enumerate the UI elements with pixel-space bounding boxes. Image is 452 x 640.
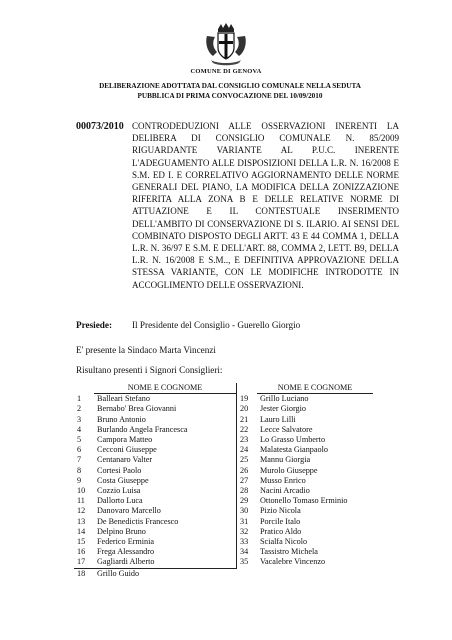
table-row: 4 Burlando Angela Francesca 22 Lecce Salvatore [77, 424, 313, 434]
table-row: 11 Dallorto Luca 29 Ottonello Tomaso Erminio [77, 496, 348, 506]
table-row: 13 De Benedictis Francesco 31 Porcile Italo [77, 516, 301, 526]
table-row: 17 Gagliardi Alberto 35 Vacalebre Vincenzo [77, 557, 326, 567]
organization-name: COMUNE DI GENOVA [190, 68, 262, 75]
table-row: 12 Danovaro Marcello 30 Pizio Nicola [77, 506, 301, 516]
present-councillors-label: Risultano presenti i Signori Consiglieri: [76, 365, 223, 375]
table-row: 7 Centanaro Valter 25 Mannu Giorgia [77, 455, 311, 465]
table-row: 6 Cecconi Giuseppe 24 Malatesta Gianpaolo [77, 445, 328, 455]
deliberation-title: DELIBERAZIONE ADOTTATA DAL CONSIGLIO COMUNALE NELLA SEDUTA PUBBLICA DI PRIMA CONVOCAZIONE DEL 10/09/2010 [99, 82, 361, 100]
document-subject: CONTRODEDUZIONI ALLE OSSERVAZIONI INERENTI LA DELIBERA DI CONSIGLIO COMUNALE N. 85/2009 RIGUARDANTE VARIANTE AL P.U.C. INERENTE L'ADEGUAMENTO ALLE DISPOSIZIONI DELLA L.R. N. 16/2008 E S.M. ED I. E CORRELATIVO AGGIORNAMENTO DELLE NORME GENERALI DEL PIANO, LA MODIFICA DELLA ZONIZZAZIONE RIFERITA ALLA ZONA B E DELLE RELATIVE NORME DI ATTUAZIONE E IL CONTESTUALE INSERIMENTO DELL'AMBITO DI CONSERVAZIONE DI S. ILARIO. AI SENSI DEL COMBINATO DISPOSTO DEGLI ARTT. 43 E 44 COMMA 1, DELLA L.R. N. 36/97 E S.M. E DELL'ART. 88, COMMA 2, LETT. B9, DELLA L.R. N. 16/2008 E S.M.., E DEFINITIVA APPROVAZIONE DELLA STESSA VARIANTE, CON LE MODIFICHE INTRODOTTE IN ACCOGLIMENTO DELLE OSSERVAZIONI. [132, 121, 399, 290]
column-header-left: NOME E COGNOME [94, 383, 237, 394]
table-row: 5 Campora Matteo 23 Lo Grasso Umberto [77, 435, 326, 445]
column-header-right: NOME E COGNOME [257, 383, 373, 394]
table-row: 2 Bernabo' Brea Giovanni 20 Jester Giorgio [77, 404, 307, 414]
table-row: 10 Cozzio Luisa 28 Nacini Arcadio [77, 486, 310, 496]
table-row: 8 Cortesi Paolo 26 Murolo Giuseppe [77, 465, 318, 475]
presiede-value: Il Presidente del Consiglio - Guerello Giorgio [132, 320, 301, 330]
table-header-row [74, 383, 373, 394]
table-row: 9 Costa Giuseppe 27 Musso Enrico [77, 475, 306, 485]
table-row: 3 Bruno Antonio 21 Lauro Lilli [77, 414, 296, 424]
table-row: 18 Grillo Guido [74, 568, 373, 579]
table-row: 15 Federico Erminia 33 Scialfa Nicolo [77, 537, 308, 547]
mayor-presence-line: E' presente la Sindaco Marta Vincenzi [76, 345, 216, 355]
councillors-table [74, 383, 373, 579]
table-row: 1 Balleari Stefano 19 Grillo Luciano [77, 393, 309, 404]
coat-of-arms-icon [203, 22, 249, 68]
table-row: 16 Frega Alessandro 34 Tassistro Michela [77, 547, 318, 557]
table-row: 14 Delpino Bruno 32 Pratico Aldo [77, 526, 302, 536]
presiede-label: Presiede: [76, 320, 113, 330]
document-number: 00073/2010 [76, 121, 124, 132]
